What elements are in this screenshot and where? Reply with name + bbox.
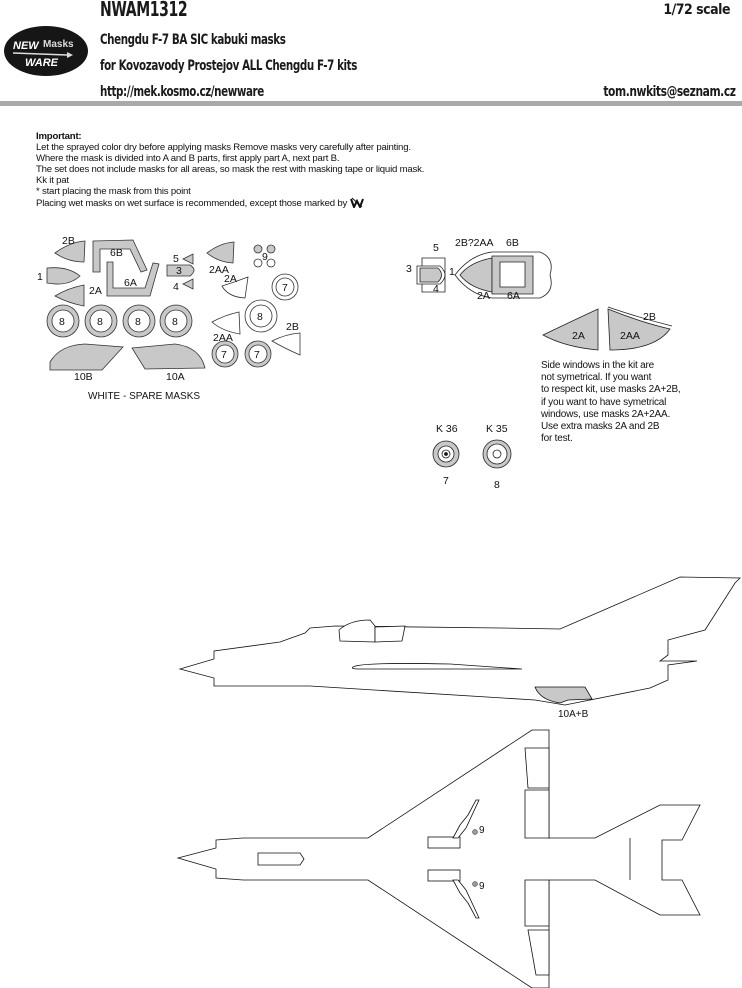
- spare-2AA: [212, 312, 240, 334]
- side-window-label-2B: 2B: [643, 311, 656, 323]
- instruction-line: Placing wet masks on wet surface is recommended, except those marked by: [36, 197, 424, 209]
- label-3: 3: [176, 265, 182, 277]
- top-view-label-9-upper: 9: [479, 825, 485, 836]
- canopy-label-1: 1: [449, 266, 455, 278]
- logo-word-new: NEW: [13, 40, 39, 52]
- label-1: 1: [37, 271, 43, 283]
- mask-9: [254, 245, 262, 253]
- canopy-label-4: 4: [433, 283, 439, 295]
- instruction-line: * start placing the mask from this point: [36, 186, 191, 197]
- label-8: 8: [257, 311, 263, 323]
- label-10A: 10A: [166, 371, 185, 383]
- mask-5: [183, 254, 193, 264]
- label-7: 7: [254, 349, 260, 361]
- product-title: Chengdu F-7 BA SIC kabuki masks: [100, 32, 286, 48]
- note-line: to respect kit, use masks 2A+2B,: [541, 384, 681, 396]
- side-window-label-2AA: 2AA: [620, 330, 640, 342]
- mask-9-spare: [267, 259, 275, 267]
- canopy-label-2A: 2A: [477, 290, 490, 302]
- wheel-code-k36: K 36: [436, 423, 458, 435]
- mask-2AA: [207, 242, 234, 263]
- mask-2A: [55, 285, 84, 306]
- mask-9-spare: [254, 259, 262, 267]
- wheel-number-8: 8: [494, 479, 500, 491]
- canopy-label-6B: 6B: [506, 237, 519, 249]
- wheel-diagrams: [433, 440, 511, 468]
- mask-4: [183, 279, 193, 289]
- label-2AA: 2AA: [209, 264, 229, 276]
- email-link[interactable]: tom.nwkits@seznam.cz: [603, 84, 736, 100]
- note-line: windows, use masks 2A+2AA.: [541, 408, 671, 420]
- label-8: 8: [59, 316, 65, 328]
- note-line: not symetrical. If you want: [541, 372, 652, 384]
- instruction-line: Kk it pat: [36, 175, 69, 186]
- mask-10A: [132, 344, 205, 369]
- label-4: 4: [173, 281, 179, 293]
- label-8: 8: [97, 316, 103, 328]
- label-7: 7: [221, 349, 227, 361]
- label-6B: 6B: [110, 247, 123, 259]
- label-2B-spare: 2B: [286, 321, 299, 333]
- mask-9: [267, 245, 275, 253]
- logo-word-masks: Masks: [43, 39, 74, 50]
- aircraft-side-view: [180, 577, 740, 705]
- label-6A: 6A: [124, 277, 137, 289]
- label-8: 8: [172, 316, 178, 328]
- note-line: if you want to have symetrical: [541, 396, 667, 408]
- product-code: NWAM1312: [100, 0, 188, 21]
- canopy-label-3: 3: [406, 263, 412, 275]
- spare-masks-caption: WHITE - SPARE MASKS: [88, 391, 201, 402]
- instruction-line: Where the mask is divided into A and B parts, first apply part A, next part B.: [36, 153, 340, 164]
- aircraft-top-view: [178, 730, 700, 988]
- wheel-code-k35: K 35: [486, 423, 508, 435]
- canopy-label-5: 5: [433, 242, 439, 254]
- side-window-2A: [543, 309, 598, 350]
- top-view-label-9-lower: 9: [479, 881, 485, 892]
- mask-10B: [50, 344, 123, 370]
- label-2A-spare: 2A: [224, 273, 237, 285]
- instruction-line: Let the sprayed color dry before applying masks Remove masks very carefully after painting.: [36, 142, 411, 153]
- label-8: 8: [135, 316, 141, 328]
- spare-2B: [272, 333, 300, 355]
- side-windows-note: [541, 360, 681, 445]
- top-view-mask-9-lower: [473, 882, 478, 887]
- kit-compatibility: for Kovozavody Prostejov ALL Chengdu F-7 kits: [100, 58, 357, 74]
- note-line: Use extra masks 2A and 2B: [541, 421, 660, 433]
- canopy-label-6A: 6A: [507, 290, 520, 302]
- logo-word-ware: WARE: [25, 57, 58, 69]
- side-view-label-10A-B: 10A+B: [558, 709, 589, 720]
- label-2B: 2B: [62, 235, 75, 247]
- mask-1: [47, 268, 80, 284]
- website-link[interactable]: http://mek.kosmo.cz/newware: [100, 84, 264, 100]
- note-line: for test.: [541, 433, 573, 445]
- instruction-line: The set does not include masks for all areas, so mask the rest with masking tape or liquid mask.: [36, 164, 425, 175]
- wheel-number-7: 7: [443, 475, 449, 487]
- label-2A: 2A: [89, 285, 102, 297]
- note-line: Side windows in the kit are: [541, 360, 654, 371]
- side-window-label-2A: 2A: [572, 330, 585, 342]
- instructions-title: Important:: [36, 131, 82, 142]
- label-5: 5: [173, 253, 179, 265]
- top-view-mask-9-upper: [473, 830, 478, 835]
- label-10B: 10B: [74, 371, 93, 383]
- label-9: 9: [262, 251, 268, 263]
- canopy-label-2B-2AA: 2B?2AA: [455, 237, 494, 249]
- label-7: 7: [282, 282, 288, 294]
- scale-label: 1/72 scale: [663, 2, 730, 18]
- label-2AA-spare: 2AA: [213, 332, 233, 344]
